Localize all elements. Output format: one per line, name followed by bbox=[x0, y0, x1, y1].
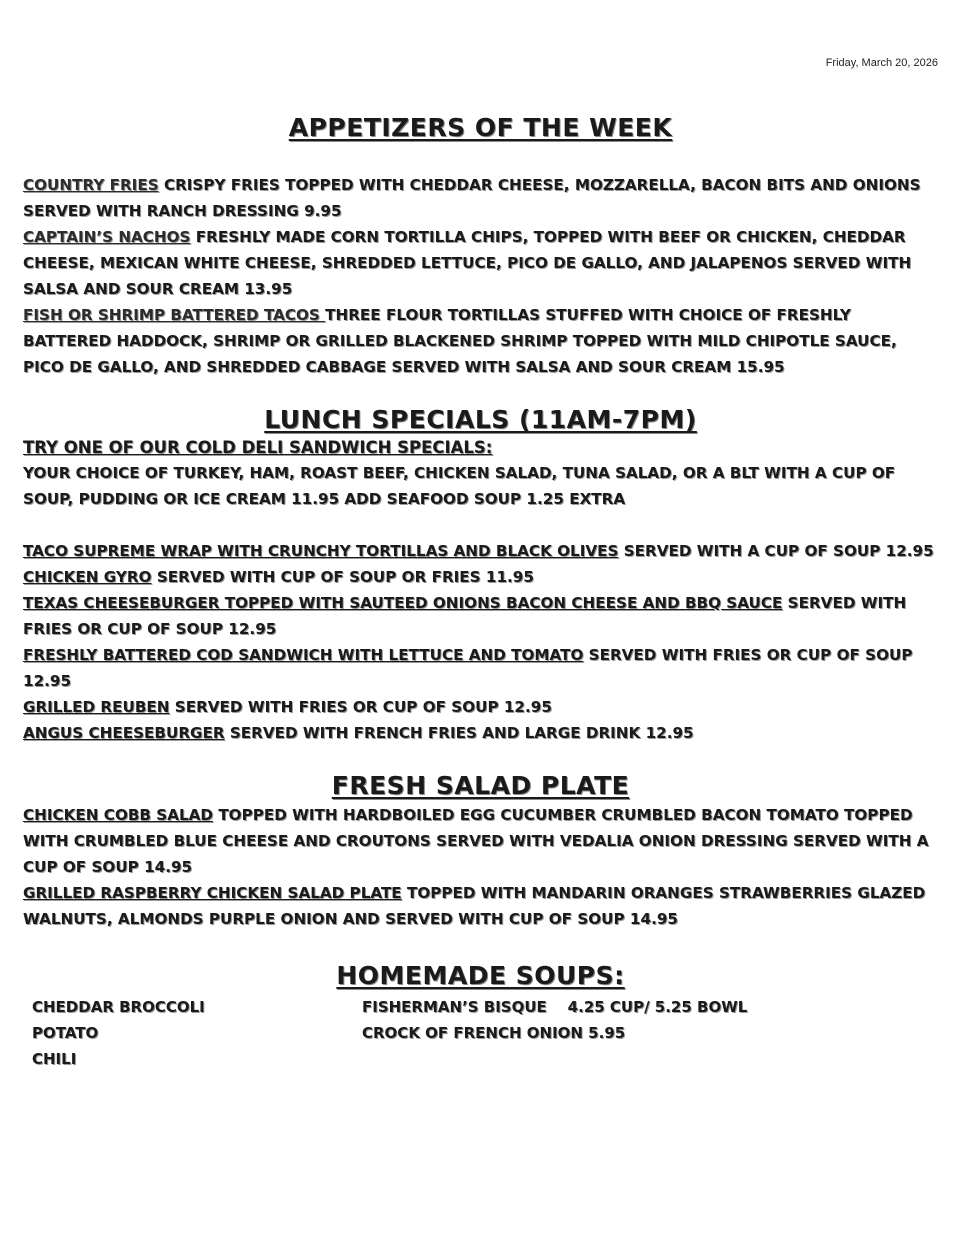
lunch-item bbox=[23, 720, 938, 746]
item-name: ANGUS CHEESEBURGER bbox=[23, 724, 225, 742]
lunch-item bbox=[23, 642, 938, 694]
appetizer-item bbox=[23, 302, 938, 380]
salad-list bbox=[23, 802, 938, 932]
lunch-section bbox=[23, 404, 938, 746]
item-desc: TOPPED WITH HARDBOILED EGG CUCUMBER CRUMBLED BACON TOMATO TOPPED WITH CRUMBLED BLUE CHEESE AND CROUTONS SERVED WITH VEDALIA ONION DRESSING SERVED WITH A CUP OF SOUP 14.95 bbox=[23, 806, 929, 876]
item-desc: SERVED WITH FRENCH FRIES AND LARGE DRINK 12.95 bbox=[224, 724, 694, 742]
lunch-title: LUNCH SPECIALS (11AM-7PM) bbox=[264, 405, 697, 434]
deli-description: YOUR CHOICE OF TURKEY, HAM, ROAST BEEF, CHICKEN SALAD, TUNA SALAD, OR A BLT WITH A CUP OF SOUP, PUDDING OR ICE CREAM 11.95 ADD SEAFOOD SOUP 1.25 EXTRA bbox=[23, 464, 896, 508]
appetizer-item bbox=[23, 172, 938, 224]
appetizers-list bbox=[23, 172, 938, 380]
soups-section bbox=[23, 960, 938, 1072]
menu-document bbox=[23, 112, 938, 1072]
soups-list bbox=[32, 994, 938, 1072]
item-desc: SERVED WITH A CUP OF SOUP 12.95 bbox=[618, 542, 934, 560]
item-desc: THREE FLOUR TORTILLAS STUFFED WITH CHOICE OF FRESHLY BATTERED HADDOCK, SHRIMP OR GRILLED BLACKENED SHRIMP TOPPED WITH MILD CHIPOTLE SAUCE, PICO DE GALLO, AND SHREDDED CABBAGE SERVED WITH SALSA AND SOUR CREAM 15.95 bbox=[23, 306, 897, 376]
appetizers-section bbox=[23, 112, 938, 380]
item-desc: SERVED WITH FRIES OR CUP OF SOUP 12.95 bbox=[169, 698, 552, 716]
soup-item: CHILI bbox=[32, 1050, 77, 1068]
item-desc: CRISPY FRIES TOPPED WITH CHEDDAR CHEESE, MOZZARELLA, BACON BITS AND ONIONS SERVED WITH RANCH DRESSING 9.95 bbox=[23, 176, 921, 220]
item-name: FISH OR SHRIMP BATTERED TACOS bbox=[23, 306, 326, 324]
item-desc: FRESHLY MADE CORN TORTILLA CHIPS, TOPPED WITH BEEF OR CHICKEN, CHEDDAR CHEESE, MEXICAN WHITE CHEESE, SHREDDED LETTUCE, PICO DE GALLO, AND JALAPENOS SERVED WITH SALSA AND SOUR CREAM 13.95 bbox=[23, 228, 912, 298]
item-desc: SERVED WITH FRIES OR CUP OF SOUP 12.95 bbox=[23, 646, 913, 690]
lunch-list bbox=[23, 538, 938, 746]
salad-item bbox=[23, 802, 938, 880]
salad-item bbox=[23, 880, 938, 932]
soups-title: HOMEMADE SOUPS: bbox=[336, 961, 625, 990]
menu-date: Friday, March 20, 2026 bbox=[825, 57, 938, 69]
lunch-item bbox=[23, 538, 938, 564]
salad-section bbox=[23, 770, 938, 932]
item-desc: TOPPED WITH MANDARIN ORANGES STRAWBERRIES GLAZED WALNUTS, ALMONDS PURPLE ONION AND SERVED WITH CUP OF SOUP 14.95 bbox=[23, 884, 926, 928]
item-name: FRESHLY BATTERED COD SANDWICH WITH LETTUCE AND TOMATO bbox=[23, 646, 584, 664]
lunch-item bbox=[23, 590, 938, 642]
appetizer-item bbox=[23, 224, 938, 302]
item-name: CHICKEN GYRO bbox=[23, 568, 152, 586]
item-name: CAPTAIN’S NACHOS bbox=[23, 228, 191, 246]
soup-item: FISHERMAN’S BISQUE 4.25 CUP/ 5.25 BOWL bbox=[362, 998, 748, 1016]
item-name: TACO SUPREME WRAP WITH CRUNCHY TORTILLAS AND BLACK OLIVES bbox=[23, 542, 619, 560]
soup-item: CROCK OF FRENCH ONION 5.95 bbox=[362, 1024, 626, 1042]
salad-title: FRESH SALAD PLATE bbox=[331, 771, 630, 800]
deli-heading: TRY ONE OF OUR COLD DELI SANDWICH SPECIALS: bbox=[23, 438, 493, 457]
item-name: CHICKEN COBB SALAD bbox=[23, 806, 214, 824]
soup-item: CHEDDAR BROCCOLI bbox=[32, 998, 205, 1016]
lunch-item bbox=[23, 694, 938, 720]
appetizers-title: APPETIZERS OF THE WEEK bbox=[288, 113, 673, 142]
item-name: GRILLED REUBEN bbox=[23, 698, 170, 716]
item-desc: SERVED WITH FRIES OR CUP OF SOUP 12.95 bbox=[23, 594, 907, 638]
item-name: TEXAS CHEESEBURGER TOPPED WITH SAUTEED ONIONS BACON CHEESE AND BBQ SAUCE bbox=[23, 594, 783, 612]
item-name: GRILLED RASPBERRY CHICKEN SALAD PLATE bbox=[23, 884, 402, 902]
soup-item: POTATO bbox=[32, 1024, 99, 1042]
lunch-item bbox=[23, 564, 938, 590]
item-name: COUNTRY FRIES bbox=[23, 176, 159, 194]
item-desc: SERVED WITH CUP OF SOUP OR FRIES 11.95 bbox=[151, 568, 534, 586]
